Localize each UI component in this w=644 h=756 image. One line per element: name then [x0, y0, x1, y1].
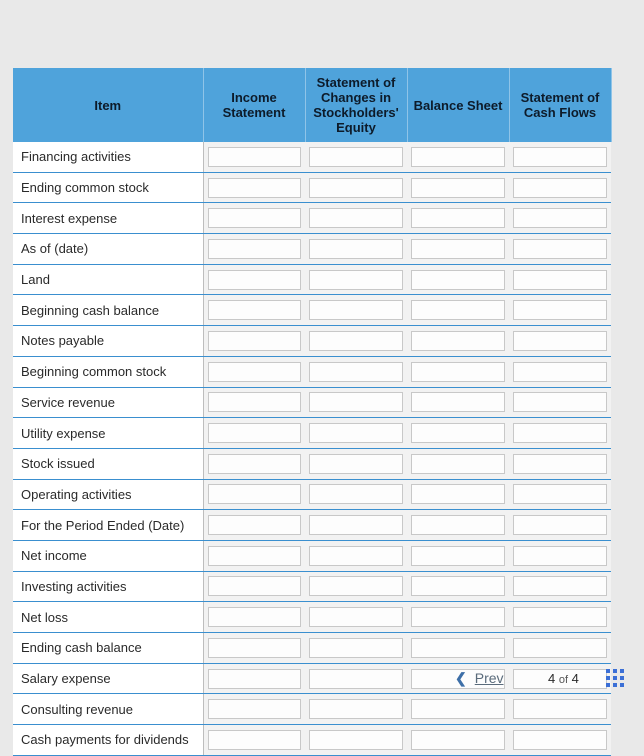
- answer-select-income-statement[interactable]: [208, 239, 302, 259]
- cell-income-statement: [203, 234, 305, 265]
- table-row: [13, 142, 611, 172]
- answer-select-cash-flows[interactable]: [513, 208, 607, 228]
- answer-select-income-statement[interactable]: [208, 331, 302, 351]
- answer-select-cash-flows[interactable]: [513, 484, 607, 504]
- cell-balance-sheet: [407, 418, 509, 449]
- answer-select-cash-flows[interactable]: [513, 607, 607, 627]
- cell-cash-flows: [509, 326, 611, 357]
- cell-income-statement: [203, 510, 305, 541]
- cell-cash-flows: [509, 479, 611, 510]
- table-row: [13, 234, 611, 265]
- cell-changes-in-equity: [305, 602, 407, 633]
- cell-balance-sheet: [407, 203, 509, 234]
- answer-select-changes-in-equity[interactable]: [309, 423, 403, 443]
- answer-select-balance-sheet[interactable]: [411, 546, 505, 566]
- item-label: Ending common stock: [13, 172, 203, 203]
- table-row: [13, 295, 611, 326]
- cell-income-statement: [203, 479, 305, 510]
- answer-select-balance-sheet[interactable]: [411, 270, 505, 290]
- cell-balance-sheet: [407, 510, 509, 541]
- answer-select-changes-in-equity[interactable]: [309, 699, 403, 719]
- chevron-left-icon: ❮: [455, 670, 467, 686]
- cell-balance-sheet: [407, 172, 509, 203]
- cell-changes-in-equity: [305, 479, 407, 510]
- answer-select-changes-in-equity[interactable]: [309, 576, 403, 596]
- answer-select-income-statement[interactable]: [208, 576, 302, 596]
- answer-select-balance-sheet[interactable]: [411, 423, 505, 443]
- answer-select-balance-sheet[interactable]: [411, 147, 505, 167]
- cell-cash-flows: [509, 387, 611, 418]
- page-of-label: of: [558, 674, 569, 686]
- answer-select-cash-flows[interactable]: [513, 423, 607, 443]
- cell-balance-sheet: [407, 295, 509, 326]
- statement-classification-table: [13, 68, 612, 756]
- table-row: [13, 356, 611, 387]
- cell-balance-sheet: [407, 387, 509, 418]
- cell-balance-sheet: [407, 234, 509, 265]
- cell-changes-in-equity: [305, 510, 407, 541]
- cell-income-statement: [203, 725, 305, 756]
- answer-select-income-statement[interactable]: [208, 270, 302, 290]
- cell-balance-sheet: [407, 694, 509, 725]
- item-label: Operating activities: [13, 479, 203, 510]
- answer-select-cash-flows[interactable]: [513, 239, 607, 259]
- grid-menu-icon[interactable]: [606, 669, 624, 687]
- item-label: For the Period Ended (Date): [13, 510, 203, 541]
- answer-select-changes-in-equity[interactable]: [309, 607, 403, 627]
- column-header-income-statement: Income Statement: [203, 68, 305, 142]
- item-label: Net income: [13, 540, 203, 571]
- answer-select-changes-in-equity[interactable]: [309, 270, 403, 290]
- answer-select-balance-sheet[interactable]: [411, 730, 505, 750]
- cell-income-statement: [203, 602, 305, 633]
- answer-select-balance-sheet[interactable]: [411, 392, 505, 412]
- table-row: [13, 264, 611, 295]
- cell-income-statement: [203, 387, 305, 418]
- answer-select-cash-flows[interactable]: [513, 730, 607, 750]
- answer-select-income-statement[interactable]: [208, 730, 302, 750]
- table-row: [13, 571, 611, 602]
- cell-balance-sheet: [407, 602, 509, 633]
- answer-select-changes-in-equity[interactable]: [309, 178, 403, 198]
- item-label: Beginning cash balance: [13, 295, 203, 326]
- cell-income-statement: [203, 694, 305, 725]
- answer-select-cash-flows[interactable]: [513, 147, 607, 167]
- item-label: Financing activities: [13, 142, 203, 172]
- answer-select-changes-in-equity[interactable]: [309, 208, 403, 228]
- cell-balance-sheet: [407, 264, 509, 295]
- cell-income-statement: [203, 448, 305, 479]
- cell-income-statement: [203, 172, 305, 203]
- answer-select-changes-in-equity[interactable]: [309, 484, 403, 504]
- answer-select-changes-in-equity[interactable]: [309, 362, 403, 382]
- cell-changes-in-equity: [305, 356, 407, 387]
- classification-worksheet: [13, 68, 611, 756]
- answer-select-cash-flows[interactable]: [513, 638, 607, 658]
- cell-changes-in-equity: [305, 142, 407, 172]
- answer-select-cash-flows[interactable]: [513, 699, 607, 719]
- cell-changes-in-equity: [305, 633, 407, 664]
- answer-select-balance-sheet[interactable]: [411, 331, 505, 351]
- cell-cash-flows: [509, 295, 611, 326]
- item-label: Service revenue: [13, 387, 203, 418]
- prev-label: Prev: [474, 670, 504, 686]
- cell-balance-sheet: [407, 448, 509, 479]
- answer-select-changes-in-equity[interactable]: [309, 300, 403, 320]
- table-row: [13, 418, 611, 449]
- cell-changes-in-equity: [305, 418, 407, 449]
- item-label: Notes payable: [13, 326, 203, 357]
- cell-changes-in-equity: [305, 234, 407, 265]
- answer-select-balance-sheet[interactable]: [411, 178, 505, 198]
- cell-cash-flows: [509, 418, 611, 449]
- cell-income-statement: [203, 571, 305, 602]
- cell-income-statement: [203, 418, 305, 449]
- answer-select-balance-sheet[interactable]: [411, 699, 505, 719]
- answer-select-changes-in-equity[interactable]: [309, 546, 403, 566]
- cell-cash-flows: [509, 448, 611, 479]
- cell-changes-in-equity: [305, 172, 407, 203]
- cell-balance-sheet: [407, 142, 509, 172]
- page-total: 4: [571, 671, 579, 686]
- cell-cash-flows: [509, 234, 611, 265]
- answer-select-cash-flows[interactable]: [513, 362, 607, 382]
- cell-cash-flows: [509, 172, 611, 203]
- answer-select-balance-sheet[interactable]: [411, 484, 505, 504]
- cell-income-statement: [203, 356, 305, 387]
- cell-income-statement: [203, 540, 305, 571]
- column-header-cash-flows: Statement of Cash Flows: [509, 68, 611, 142]
- answer-select-income-statement[interactable]: [208, 147, 302, 167]
- answer-select-income-statement[interactable]: [208, 638, 302, 658]
- cell-cash-flows: [509, 510, 611, 541]
- cell-cash-flows: [509, 203, 611, 234]
- answer-select-income-statement[interactable]: [208, 484, 302, 504]
- answer-select-income-statement[interactable]: [208, 362, 302, 382]
- answer-select-balance-sheet[interactable]: [411, 208, 505, 228]
- table-row: [13, 448, 611, 479]
- item-label: Net loss: [13, 602, 203, 633]
- answer-select-cash-flows[interactable]: [513, 331, 607, 351]
- pagination-footer: [0, 664, 644, 694]
- cell-income-statement: [203, 326, 305, 357]
- item-label: Salary expense: [13, 663, 203, 694]
- cell-changes-in-equity: [305, 448, 407, 479]
- column-header-item: Item: [13, 68, 203, 142]
- cell-changes-in-equity: [305, 295, 407, 326]
- item-label: Land: [13, 264, 203, 295]
- table-row: [13, 694, 611, 725]
- item-label: Investing activities: [13, 571, 203, 602]
- table-row: [13, 633, 611, 664]
- cell-balance-sheet: [407, 725, 509, 756]
- cell-changes-in-equity: [305, 694, 407, 725]
- answer-select-balance-sheet[interactable]: [411, 515, 505, 535]
- cell-cash-flows: [509, 264, 611, 295]
- table-row: [13, 725, 611, 756]
- cell-income-statement: [203, 142, 305, 172]
- answer-select-cash-flows[interactable]: [513, 546, 607, 566]
- answer-select-balance-sheet[interactable]: [411, 454, 505, 474]
- cell-cash-flows: [509, 356, 611, 387]
- cell-balance-sheet: [407, 571, 509, 602]
- table-row: [13, 203, 611, 234]
- cell-income-statement: [203, 633, 305, 664]
- answer-select-cash-flows[interactable]: [513, 270, 607, 290]
- answer-select-balance-sheet[interactable]: [411, 607, 505, 627]
- table-row: [13, 540, 611, 571]
- table-row: [13, 602, 611, 633]
- table-row: [13, 479, 611, 510]
- cell-balance-sheet: [407, 356, 509, 387]
- answer-select-balance-sheet[interactable]: [411, 300, 505, 320]
- answer-select-changes-in-equity[interactable]: [309, 331, 403, 351]
- answer-select-changes-in-equity[interactable]: [309, 147, 403, 167]
- answer-select-income-statement[interactable]: [208, 515, 302, 535]
- answer-select-balance-sheet[interactable]: [411, 638, 505, 658]
- answer-select-cash-flows[interactable]: [513, 515, 607, 535]
- item-label: Consulting revenue: [13, 694, 203, 725]
- table-row: [13, 387, 611, 418]
- table-header-row: [13, 68, 611, 142]
- answer-select-income-statement[interactable]: [208, 392, 302, 412]
- answer-select-income-statement[interactable]: [208, 178, 302, 198]
- answer-select-income-statement[interactable]: [208, 208, 302, 228]
- cell-cash-flows: [509, 142, 611, 172]
- item-label: Cash payments for dividends: [13, 725, 203, 756]
- cell-changes-in-equity: [305, 264, 407, 295]
- item-label: Interest expense: [13, 203, 203, 234]
- answer-select-changes-in-equity[interactable]: [309, 454, 403, 474]
- prev-button[interactable]: [455, 670, 504, 687]
- answer-select-cash-flows[interactable]: [513, 576, 607, 596]
- page-indicator: [548, 671, 579, 686]
- table-row: [13, 326, 611, 357]
- item-label: Beginning common stock: [13, 356, 203, 387]
- answer-select-income-statement[interactable]: [208, 300, 302, 320]
- answer-select-balance-sheet[interactable]: [411, 239, 505, 259]
- column-header-changes-in-equity: Statement of Changes in Stockholders' Equity: [305, 68, 407, 142]
- cell-changes-in-equity: [305, 326, 407, 357]
- table-row: [13, 172, 611, 203]
- cell-cash-flows: [509, 602, 611, 633]
- cell-cash-flows: [509, 540, 611, 571]
- cell-balance-sheet: [407, 633, 509, 664]
- item-label: As of (date): [13, 234, 203, 265]
- cell-income-statement: [203, 203, 305, 234]
- item-label: Utility expense: [13, 418, 203, 449]
- cell-cash-flows: [509, 694, 611, 725]
- answer-select-income-statement[interactable]: [208, 423, 302, 443]
- answer-select-cash-flows[interactable]: [513, 178, 607, 198]
- answer-select-changes-in-equity[interactable]: [309, 730, 403, 750]
- answer-select-cash-flows[interactable]: [513, 300, 607, 320]
- cell-cash-flows: [509, 571, 611, 602]
- page-current: 4: [548, 671, 556, 686]
- answer-select-changes-in-equity[interactable]: [309, 515, 403, 535]
- cell-balance-sheet: [407, 479, 509, 510]
- table-row: [13, 510, 611, 541]
- cell-changes-in-equity: [305, 387, 407, 418]
- column-header-balance-sheet: Balance Sheet: [407, 68, 509, 142]
- cell-cash-flows: [509, 633, 611, 664]
- answer-select-income-statement[interactable]: [208, 546, 302, 566]
- item-label: Ending cash balance: [13, 633, 203, 664]
- cell-income-statement: [203, 295, 305, 326]
- answer-select-income-statement[interactable]: [208, 607, 302, 627]
- cell-changes-in-equity: [305, 540, 407, 571]
- answer-select-balance-sheet[interactable]: [411, 362, 505, 382]
- answer-select-income-statement[interactable]: [208, 454, 302, 474]
- item-label: Stock issued: [13, 448, 203, 479]
- answer-select-changes-in-equity[interactable]: [309, 392, 403, 412]
- cell-changes-in-equity: [305, 725, 407, 756]
- cell-changes-in-equity: [305, 203, 407, 234]
- cell-changes-in-equity: [305, 571, 407, 602]
- answer-select-changes-in-equity[interactable]: [309, 239, 403, 259]
- cell-balance-sheet: [407, 326, 509, 357]
- cell-income-statement: [203, 264, 305, 295]
- answer-select-cash-flows[interactable]: [513, 392, 607, 412]
- cell-balance-sheet: [407, 540, 509, 571]
- answer-select-balance-sheet[interactable]: [411, 576, 505, 596]
- answer-select-income-statement[interactable]: [208, 699, 302, 719]
- answer-select-cash-flows[interactable]: [513, 454, 607, 474]
- answer-select-changes-in-equity[interactable]: [309, 638, 403, 658]
- cell-cash-flows: [509, 725, 611, 756]
